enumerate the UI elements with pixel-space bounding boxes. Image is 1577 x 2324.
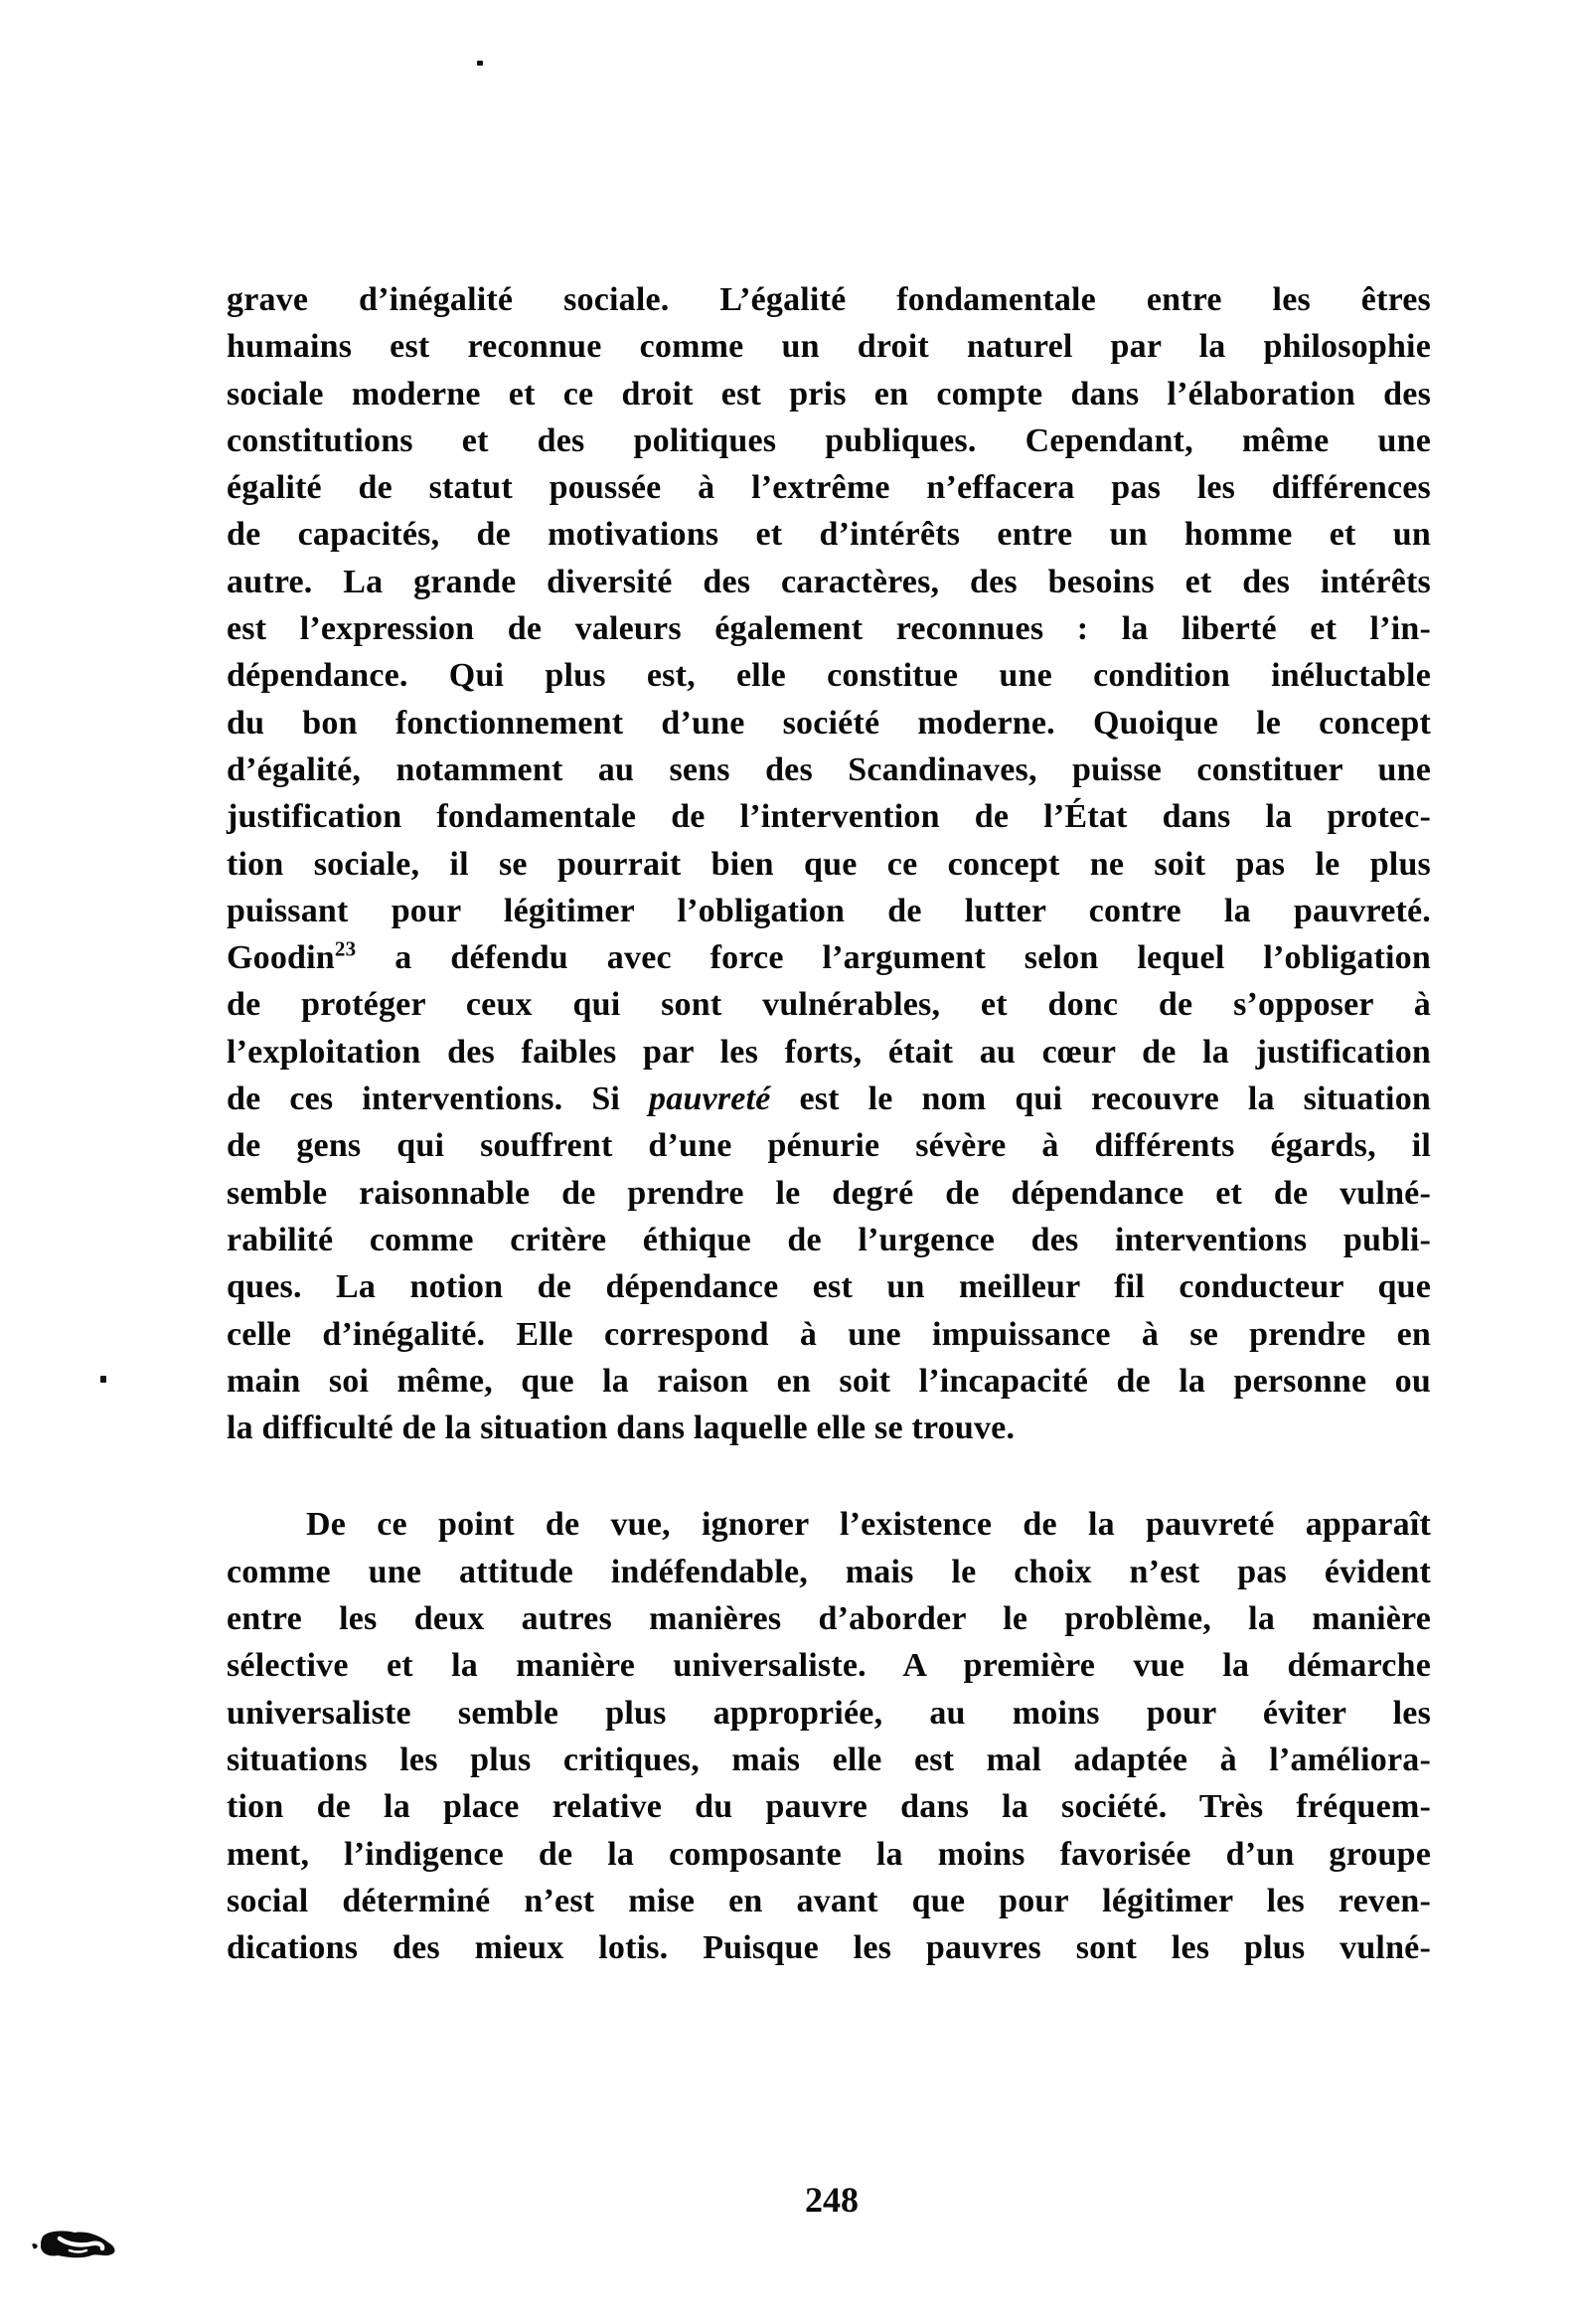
text-line <box>227 1501 1431 1548</box>
text-line <box>227 1595 1431 1642</box>
text-segment: de protéger ceux qui sont vulnérables, et donc de s’opposer à <box>227 986 1431 1024</box>
text-line <box>227 1405 1431 1451</box>
text-segment: entre les deux autres manières d’aborder le problème, la manière <box>227 1600 1431 1638</box>
text-line <box>227 1783 1431 1830</box>
text-segment: autre. La grande diversité des caractères, des besoins et des intérêts <box>227 563 1431 600</box>
text-line <box>227 417 1431 464</box>
text-line <box>227 747 1431 793</box>
paragraph <box>227 1501 1431 1971</box>
text-segment: main soi même, que la raison en soit l’incapacité de la personne ou <box>227 1362 1431 1400</box>
text-segment: sélective et la manière universaliste. A première vue la démarche <box>227 1647 1431 1685</box>
text-segment: puissant pour légitimer l’obligation de lutter contre la pauvreté. <box>227 892 1431 929</box>
text-segment: du bon fonctionnement d’une société moderne. Quoique le concept <box>227 704 1431 742</box>
text-segment: l’exploitation des faibles par les forts, était au cœur de la justification <box>227 1033 1431 1071</box>
text-line <box>227 1263 1431 1310</box>
text-line <box>227 1076 1431 1122</box>
text-segment: dications des mieux lotis. Puisque les pauvres sont les plus vulné- <box>227 1929 1431 1967</box>
text-line <box>227 464 1431 511</box>
text-segment: universaliste semble plus appropriée, au moins pour éviter les <box>227 1694 1431 1732</box>
text-segment: ment, l’indigence de la composante la moins favorisée d’un groupe <box>227 1835 1431 1873</box>
text-segment: humains est reconnue comme un droit naturel par la philosophie <box>227 328 1431 366</box>
ink-smudge-icon <box>30 2227 123 2262</box>
text-segment: social déterminé n’est mise en avant que pour légitimer les reven- <box>227 1882 1431 1919</box>
text-segment: a défendu avec force l’argument selon lequel l’obligation <box>356 939 1431 977</box>
text-segment: Goodin <box>227 939 335 977</box>
text-line <box>227 605 1431 652</box>
text-line <box>227 1878 1431 1924</box>
text-segment: de gens qui souffrent d’une pénurie sévère à différents égards, il <box>227 1127 1431 1165</box>
text-line <box>227 1924 1431 1971</box>
text-segment: celle d’inégalité. Elle correspond à une impuissance à se prendre en <box>227 1315 1431 1353</box>
text-line <box>227 1311 1431 1358</box>
text-segment: est l’expression de valeurs également reconnues : la liberté et l’in- <box>227 610 1431 648</box>
scan-speck-margin <box>100 1376 106 1383</box>
text-segment: rabilité comme critère éthique de l’urgence des interventions publi- <box>227 1221 1431 1258</box>
text-line <box>227 323 1431 370</box>
text-segment: tion sociale, il se pourrait bien que ce concept ne soit pas le plus <box>227 845 1431 883</box>
text-line <box>227 1217 1431 1263</box>
text-segment: de ces interventions. Si <box>227 1080 650 1118</box>
text-line <box>227 559 1431 605</box>
text-segment: grave d’inégalité sociale. L’égalité fondamentale entre les êtres <box>227 281 1431 318</box>
text-segment: 23 <box>334 936 357 961</box>
text-line <box>227 1690 1431 1737</box>
text-segment: justification fondamentale de l’intervention de l’État dans la protec- <box>227 798 1431 836</box>
text-line <box>227 981 1431 1028</box>
text-line <box>227 371 1431 417</box>
text-line <box>227 652 1431 699</box>
text-line <box>227 1358 1431 1405</box>
text-segment: est le nom qui recouvre la situation <box>770 1080 1432 1118</box>
text-line <box>227 1122 1431 1169</box>
text-line <box>227 1029 1431 1076</box>
text-line <box>227 700 1431 747</box>
text-segment: situations les plus critiques, mais elle est mal adaptée à l’améliora- <box>227 1741 1431 1778</box>
text-line <box>227 793 1431 840</box>
text-line <box>227 1170 1431 1217</box>
paragraph <box>227 276 1431 1451</box>
text-line <box>227 934 1431 981</box>
text-line <box>227 1831 1431 1878</box>
page-text-block <box>227 276 1431 1971</box>
text-line <box>227 1737 1431 1783</box>
page-number: 248 <box>805 2180 859 2220</box>
text-segment: ques. La notion de dépendance est un meilleur fil conducteur que <box>227 1268 1431 1306</box>
text-segment: constitutions et des politiques publiques. Cependant, même une <box>227 421 1431 459</box>
text-line <box>227 888 1431 934</box>
text-segment: la difficulté de la situation dans laquelle elle se trouve. <box>227 1410 1016 1447</box>
text-line <box>227 276 1431 323</box>
text-segment: semble raisonnable de prendre le degré de dépendance et de vulné- <box>227 1174 1431 1212</box>
text-line <box>227 511 1431 558</box>
text-line <box>227 1549 1431 1595</box>
text-line <box>227 1642 1431 1689</box>
text-segment: dépendance. Qui plus est, elle constitue une condition inéluctable <box>227 657 1431 695</box>
text-segment: pauvreté <box>649 1080 771 1118</box>
text-segment: de capacités, de motivations et d’intérêts entre un homme et un <box>227 516 1431 554</box>
text-segment: sociale moderne et ce droit est pris en compte dans l’élaboration des <box>227 375 1431 413</box>
text-segment: De ce point de vue, ignorer l’existence de la pauvreté apparaît <box>306 1506 1431 1544</box>
text-segment: comme une attitude indéfendable, mais le choix n’est pas évident <box>227 1553 1431 1590</box>
text-line <box>227 841 1431 888</box>
scan-speck-top <box>477 61 483 66</box>
text-segment: tion de la place relative du pauvre dans la société. Très fréquem- <box>227 1788 1431 1826</box>
text-segment: égalité de statut poussée à l’extrême n’effacera pas les différences <box>227 469 1431 507</box>
text-segment: d’égalité, notamment au sens des Scandinaves, puisse constituer une <box>227 750 1431 788</box>
